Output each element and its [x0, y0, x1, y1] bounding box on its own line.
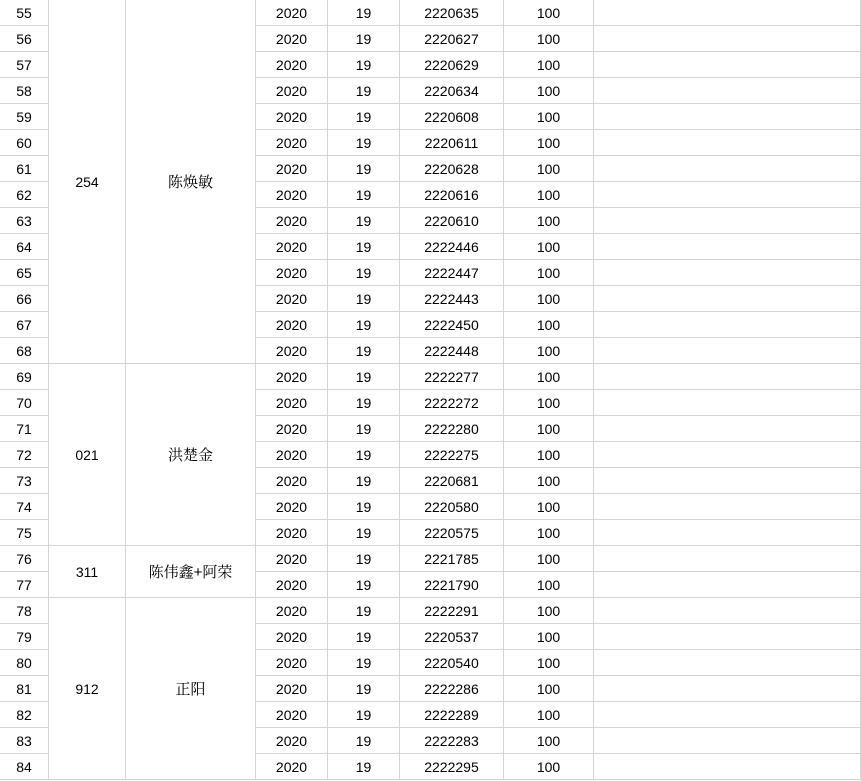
year-cell[interactable]: 2020	[256, 650, 328, 676]
score-cell[interactable]: 100	[504, 104, 594, 130]
number-cell[interactable]: 19	[328, 728, 400, 754]
year-cell[interactable]: 2020	[256, 728, 328, 754]
empty-cell[interactable]	[594, 494, 861, 520]
id-cell[interactable]: 2220611	[400, 130, 504, 156]
row-header[interactable]: 76	[0, 546, 49, 572]
row-header[interactable]: 66	[0, 286, 49, 312]
year-cell[interactable]: 2020	[256, 78, 328, 104]
number-cell[interactable]: 19	[328, 0, 400, 26]
row-header[interactable]: 83	[0, 728, 49, 754]
number-cell[interactable]: 19	[328, 286, 400, 312]
empty-cell[interactable]	[594, 182, 861, 208]
row-header[interactable]: 82	[0, 702, 49, 728]
score-cell[interactable]: 100	[504, 702, 594, 728]
empty-cell[interactable]	[594, 650, 861, 676]
number-cell[interactable]: 19	[328, 208, 400, 234]
score-cell[interactable]: 100	[504, 676, 594, 702]
year-cell[interactable]: 2020	[256, 364, 328, 390]
row-header[interactable]: 81	[0, 676, 49, 702]
empty-cell[interactable]	[594, 208, 861, 234]
row-header[interactable]: 71	[0, 416, 49, 442]
number-cell[interactable]: 19	[328, 338, 400, 364]
row-header[interactable]: 56	[0, 26, 49, 52]
row-header[interactable]: 58	[0, 78, 49, 104]
year-cell[interactable]: 2020	[256, 286, 328, 312]
empty-cell[interactable]	[594, 754, 861, 780]
id-cell[interactable]: 2220627	[400, 26, 504, 52]
year-cell[interactable]: 2020	[256, 208, 328, 234]
year-cell[interactable]: 2020	[256, 442, 328, 468]
number-cell[interactable]: 19	[328, 598, 400, 624]
id-cell[interactable]: 2222283	[400, 728, 504, 754]
id-cell[interactable]: 2222443	[400, 286, 504, 312]
year-cell[interactable]: 2020	[256, 130, 328, 156]
score-cell[interactable]: 100	[504, 156, 594, 182]
year-cell[interactable]: 2020	[256, 754, 328, 780]
number-cell[interactable]: 19	[328, 416, 400, 442]
number-cell[interactable]: 19	[328, 182, 400, 208]
id-cell[interactable]: 2220635	[400, 0, 504, 26]
empty-cell[interactable]	[594, 286, 861, 312]
row-header[interactable]: 74	[0, 494, 49, 520]
year-cell[interactable]: 2020	[256, 624, 328, 650]
year-cell[interactable]: 2020	[256, 676, 328, 702]
score-cell[interactable]: 100	[504, 208, 594, 234]
empty-cell[interactable]	[594, 130, 861, 156]
number-cell[interactable]: 19	[328, 234, 400, 260]
score-cell[interactable]: 100	[504, 442, 594, 468]
year-cell[interactable]: 2020	[256, 520, 328, 546]
year-cell[interactable]: 2020	[256, 260, 328, 286]
empty-cell[interactable]	[594, 624, 861, 650]
score-cell[interactable]: 100	[504, 624, 594, 650]
score-cell[interactable]: 100	[504, 598, 594, 624]
number-cell[interactable]: 19	[328, 442, 400, 468]
id-cell[interactable]: 2222286	[400, 676, 504, 702]
id-cell[interactable]: 2220540	[400, 650, 504, 676]
id-cell[interactable]: 2220580	[400, 494, 504, 520]
id-cell[interactable]: 2220537	[400, 624, 504, 650]
group-name-cell[interactable]: 陈伟鑫+阿荣	[126, 546, 256, 598]
empty-cell[interactable]	[594, 520, 861, 546]
number-cell[interactable]: 19	[328, 312, 400, 338]
row-header[interactable]: 62	[0, 182, 49, 208]
score-cell[interactable]: 100	[504, 130, 594, 156]
row-header[interactable]: 75	[0, 520, 49, 546]
id-cell[interactable]: 2222448	[400, 338, 504, 364]
number-cell[interactable]: 19	[328, 624, 400, 650]
id-cell[interactable]: 2220608	[400, 104, 504, 130]
year-cell[interactable]: 2020	[256, 546, 328, 572]
id-cell[interactable]: 2222295	[400, 754, 504, 780]
year-cell[interactable]: 2020	[256, 494, 328, 520]
score-cell[interactable]: 100	[504, 468, 594, 494]
year-cell[interactable]: 2020	[256, 182, 328, 208]
group-name-cell[interactable]: 陈焕敏	[126, 0, 256, 364]
number-cell[interactable]: 19	[328, 650, 400, 676]
year-cell[interactable]: 2020	[256, 52, 328, 78]
id-cell[interactable]: 2220628	[400, 156, 504, 182]
empty-cell[interactable]	[594, 78, 861, 104]
row-header[interactable]: 64	[0, 234, 49, 260]
score-cell[interactable]: 100	[504, 234, 594, 260]
empty-cell[interactable]	[594, 468, 861, 494]
empty-cell[interactable]	[594, 416, 861, 442]
score-cell[interactable]: 100	[504, 312, 594, 338]
year-cell[interactable]: 2020	[256, 572, 328, 598]
empty-cell[interactable]	[594, 26, 861, 52]
empty-cell[interactable]	[594, 702, 861, 728]
group-name-cell[interactable]: 洪楚金	[126, 364, 256, 546]
row-header[interactable]: 73	[0, 468, 49, 494]
id-cell[interactable]: 2220634	[400, 78, 504, 104]
id-cell[interactable]: 2220616	[400, 182, 504, 208]
score-cell[interactable]: 100	[504, 546, 594, 572]
group-code-cell[interactable]: 311	[49, 546, 126, 598]
year-cell[interactable]: 2020	[256, 312, 328, 338]
id-cell[interactable]: 2222289	[400, 702, 504, 728]
year-cell[interactable]: 2020	[256, 416, 328, 442]
empty-cell[interactable]	[594, 546, 861, 572]
row-header[interactable]: 60	[0, 130, 49, 156]
row-header[interactable]: 84	[0, 754, 49, 780]
score-cell[interactable]: 100	[504, 416, 594, 442]
empty-cell[interactable]	[594, 598, 861, 624]
year-cell[interactable]: 2020	[256, 104, 328, 130]
number-cell[interactable]: 19	[328, 52, 400, 78]
row-header[interactable]: 63	[0, 208, 49, 234]
score-cell[interactable]: 100	[504, 338, 594, 364]
number-cell[interactable]: 19	[328, 104, 400, 130]
number-cell[interactable]: 19	[328, 390, 400, 416]
year-cell[interactable]: 2020	[256, 234, 328, 260]
empty-cell[interactable]	[594, 234, 861, 260]
empty-cell[interactable]	[594, 572, 861, 598]
empty-cell[interactable]	[594, 676, 861, 702]
score-cell[interactable]: 100	[504, 26, 594, 52]
score-cell[interactable]: 100	[504, 390, 594, 416]
group-name-cell[interactable]: 正阳	[126, 598, 256, 780]
row-header[interactable]: 80	[0, 650, 49, 676]
id-cell[interactable]: 2222272	[400, 390, 504, 416]
number-cell[interactable]: 19	[328, 468, 400, 494]
id-cell[interactable]: 2222277	[400, 364, 504, 390]
number-cell[interactable]: 19	[328, 364, 400, 390]
score-cell[interactable]: 100	[504, 52, 594, 78]
score-cell[interactable]: 100	[504, 494, 594, 520]
id-cell[interactable]: 2220610	[400, 208, 504, 234]
score-cell[interactable]: 100	[504, 520, 594, 546]
group-code-cell[interactable]: 254	[49, 0, 126, 364]
year-cell[interactable]: 2020	[256, 156, 328, 182]
number-cell[interactable]: 19	[328, 494, 400, 520]
score-cell[interactable]: 100	[504, 286, 594, 312]
number-cell[interactable]: 19	[328, 156, 400, 182]
number-cell[interactable]: 19	[328, 130, 400, 156]
score-cell[interactable]: 100	[504, 0, 594, 26]
id-cell[interactable]: 2220575	[400, 520, 504, 546]
number-cell[interactable]: 19	[328, 676, 400, 702]
year-cell[interactable]: 2020	[256, 598, 328, 624]
id-cell[interactable]: 2220629	[400, 52, 504, 78]
number-cell[interactable]: 19	[328, 78, 400, 104]
row-header[interactable]: 78	[0, 598, 49, 624]
empty-cell[interactable]	[594, 0, 861, 26]
number-cell[interactable]: 19	[328, 754, 400, 780]
year-cell[interactable]: 2020	[256, 338, 328, 364]
number-cell[interactable]: 19	[328, 546, 400, 572]
id-cell[interactable]: 2222280	[400, 416, 504, 442]
empty-cell[interactable]	[594, 364, 861, 390]
score-cell[interactable]: 100	[504, 182, 594, 208]
score-cell[interactable]: 100	[504, 754, 594, 780]
empty-cell[interactable]	[594, 390, 861, 416]
row-header[interactable]: 79	[0, 624, 49, 650]
row-header[interactable]: 57	[0, 52, 49, 78]
empty-cell[interactable]	[594, 442, 861, 468]
year-cell[interactable]: 2020	[256, 26, 328, 52]
row-header[interactable]: 68	[0, 338, 49, 364]
number-cell[interactable]: 19	[328, 702, 400, 728]
row-header[interactable]: 69	[0, 364, 49, 390]
row-header[interactable]: 61	[0, 156, 49, 182]
empty-cell[interactable]	[594, 104, 861, 130]
empty-cell[interactable]	[594, 338, 861, 364]
id-cell[interactable]: 2222450	[400, 312, 504, 338]
row-header[interactable]: 77	[0, 572, 49, 598]
year-cell[interactable]: 2020	[256, 468, 328, 494]
row-header[interactable]: 59	[0, 104, 49, 130]
number-cell[interactable]: 19	[328, 572, 400, 598]
row-header[interactable]: 55	[0, 0, 49, 26]
empty-cell[interactable]	[594, 728, 861, 754]
empty-cell[interactable]	[594, 312, 861, 338]
empty-cell[interactable]	[594, 260, 861, 286]
row-header[interactable]: 65	[0, 260, 49, 286]
score-cell[interactable]: 100	[504, 78, 594, 104]
id-cell[interactable]: 2221790	[400, 572, 504, 598]
group-code-cell[interactable]: 021	[49, 364, 126, 546]
id-cell[interactable]: 2220681	[400, 468, 504, 494]
row-header[interactable]: 72	[0, 442, 49, 468]
number-cell[interactable]: 19	[328, 260, 400, 286]
row-header[interactable]: 70	[0, 390, 49, 416]
empty-cell[interactable]	[594, 156, 861, 182]
year-cell[interactable]: 2020	[256, 702, 328, 728]
year-cell[interactable]: 2020	[256, 390, 328, 416]
year-cell[interactable]: 2020	[256, 0, 328, 26]
score-cell[interactable]: 100	[504, 650, 594, 676]
group-code-cell[interactable]: 912	[49, 598, 126, 780]
score-cell[interactable]: 100	[504, 572, 594, 598]
id-cell[interactable]: 2222291	[400, 598, 504, 624]
row-header[interactable]: 67	[0, 312, 49, 338]
id-cell[interactable]: 2221785	[400, 546, 504, 572]
id-cell[interactable]: 2222447	[400, 260, 504, 286]
score-cell[interactable]: 100	[504, 260, 594, 286]
number-cell[interactable]: 19	[328, 26, 400, 52]
id-cell[interactable]: 2222275	[400, 442, 504, 468]
empty-cell[interactable]	[594, 52, 861, 78]
number-cell[interactable]: 19	[328, 520, 400, 546]
id-cell[interactable]: 2222446	[400, 234, 504, 260]
score-cell[interactable]: 100	[504, 364, 594, 390]
score-cell[interactable]: 100	[504, 728, 594, 754]
